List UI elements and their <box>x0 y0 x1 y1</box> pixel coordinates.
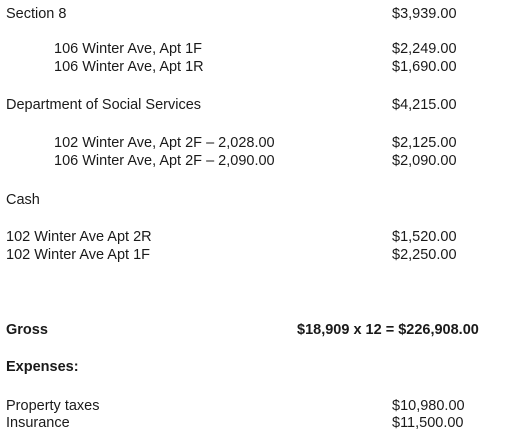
dss-item-address: 102 Winter Ave, Apt 2F – 2,028.00 <box>54 135 275 151</box>
dss-item-address: 106 Winter Ave, Apt 2F – 2,090.00 <box>54 153 275 169</box>
expenses-label: Expenses: <box>6 359 79 375</box>
gross-label: Gross <box>6 322 48 338</box>
cash-label: Cash <box>6 192 40 208</box>
expense-item-amount: $10,980.00 <box>392 398 465 414</box>
section8-total: $3,939.00 <box>392 6 457 22</box>
gross-calculation: $18,909 x 12 = $226,908.00 <box>297 322 479 338</box>
section8-item-amount: $1,690.00 <box>392 59 457 75</box>
cash-item-address: 102 Winter Ave Apt 2R <box>6 229 152 245</box>
section8-item-amount: $2,249.00 <box>392 41 457 57</box>
section8-item-address: 106 Winter Ave, Apt 1R <box>54 59 204 75</box>
dss-label: Department of Social Services <box>6 97 202 113</box>
section8-item-address: 106 Winter Ave, Apt 1F <box>54 41 203 57</box>
cash-item-amount: $2,250.00 <box>392 247 457 263</box>
cash-item-amount: $1,520.00 <box>392 229 457 245</box>
cash-item-address: 102 Winter Ave Apt 1F <box>6 247 151 263</box>
dss-item-amount: $2,090.00 <box>392 153 457 169</box>
expense-item-name: Property taxes <box>6 398 100 414</box>
section8-label: Section 8 <box>6 6 67 22</box>
dss-item-amount: $2,125.00 <box>392 135 457 151</box>
expense-item-name: Insurance <box>6 415 70 431</box>
expense-item-amount: $11,500.00 <box>392 415 464 431</box>
dss-total: $4,215.00 <box>392 97 457 113</box>
